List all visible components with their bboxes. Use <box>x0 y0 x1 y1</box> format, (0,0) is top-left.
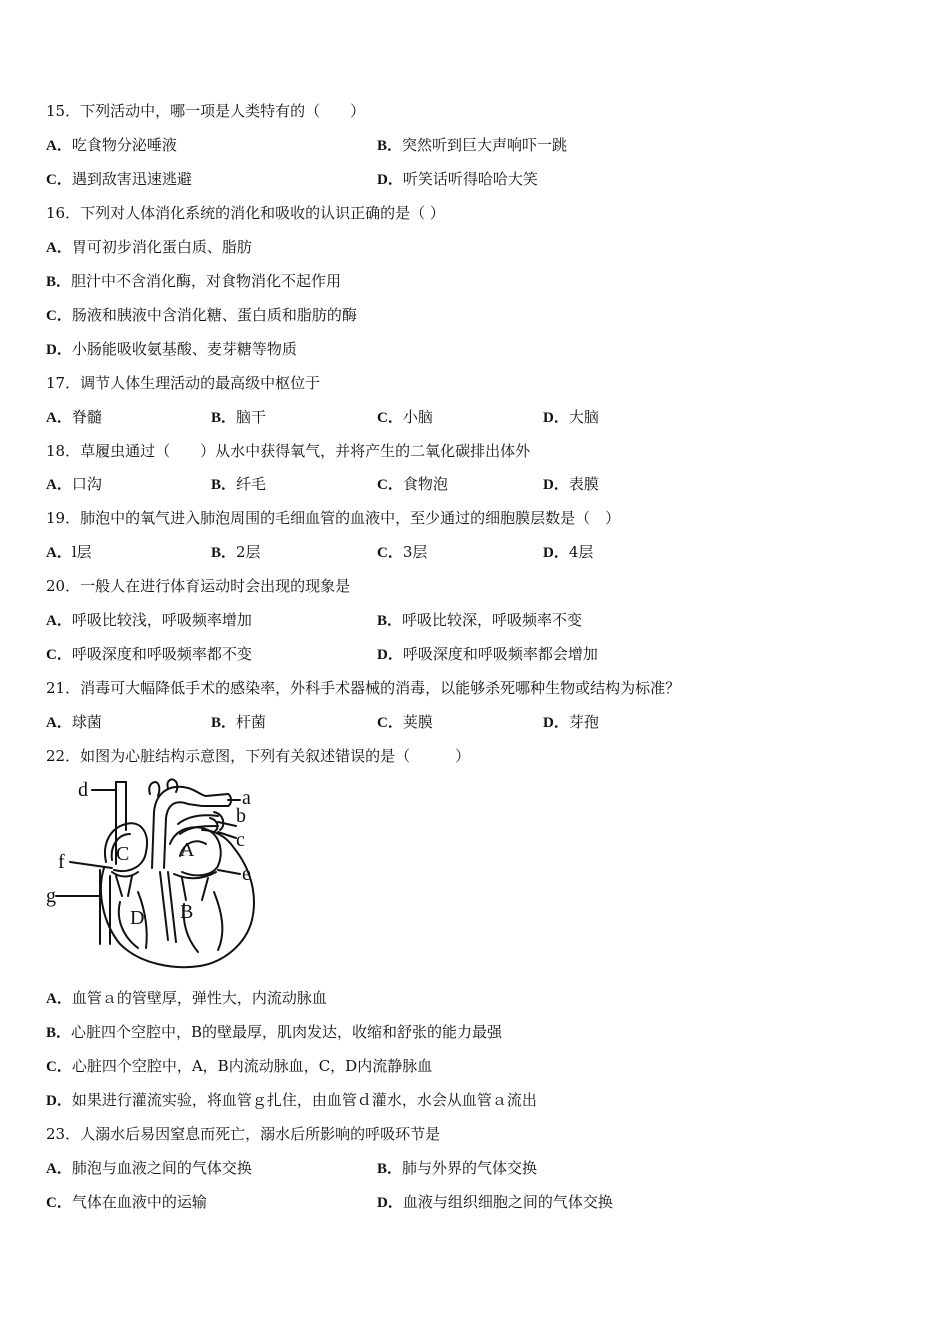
question-20-stem: 20．一般人在进行体育运动时会出现的现象是 <box>46 577 351 595</box>
q19-option-d: D．4层 <box>543 543 594 561</box>
question-16-stem: 16．下列对人体消化系统的消化和吸收的认识正确的是（ ） <box>46 204 445 222</box>
q20-option-b: B．呼吸比较深，呼吸频率不变 <box>377 611 583 629</box>
q18-option-b: B．纤毛 <box>211 475 267 493</box>
label-e: e <box>242 863 251 885</box>
q17-option-b: B．脑干 <box>211 408 267 426</box>
q16-option-a: A．胃可初步消化蛋白质、脂肪 <box>46 238 252 256</box>
q17-option-d: D．大脑 <box>543 408 599 426</box>
q20-option-d: D．呼吸深度和呼吸频率都会增加 <box>377 645 598 663</box>
q21-option-a: A．球菌 <box>46 713 102 731</box>
q20-option-a: A．呼吸比较浅，呼吸频率增加 <box>46 611 252 629</box>
q23-option-c: C．气体在血液中的运输 <box>46 1193 207 1211</box>
q15-option-b: B．突然听到巨大声响吓一跳 <box>377 136 568 154</box>
q20-option-c: C．呼吸深度和呼吸频率都不变 <box>46 645 252 663</box>
question-21-stem: 21．消毒可大幅降低手术的感染率，外科手术器械的消毒，以能够杀死哪种生物或结构为标准？ <box>46 679 681 697</box>
label-c: c <box>236 829 245 851</box>
q15-option-d: D．听笑话听得哈哈大笑 <box>377 170 538 188</box>
q18-option-d: D．表膜 <box>543 475 599 493</box>
q23-option-d: D．血液与组织细胞之间的气体交换 <box>377 1193 613 1211</box>
q23-option-a: A．肺泡与血液之间的气体交换 <box>46 1159 252 1177</box>
q18-option-c: C．食物泡 <box>377 475 448 493</box>
q22-option-b: B．心脏四个空腔中，B的壁最厚，肌肉发达，收缩和舒张的能力最强 <box>46 1023 503 1041</box>
q18-option-a: A．口沟 <box>46 475 102 493</box>
q21-option-d: D．芽孢 <box>543 713 599 731</box>
q19-option-b: B．2层 <box>211 543 261 561</box>
q19-option-a: A．l层 <box>46 543 92 561</box>
question-19-stem: 19．肺泡中的氧气进入肺泡周围的毛细血管的血液中，至少通过的细胞膜层数是（ ） <box>46 509 621 527</box>
chamber-a-label: A <box>180 839 195 861</box>
chamber-b-label: B <box>180 901 194 923</box>
q21-option-c: C．荚膜 <box>377 713 433 731</box>
q17-option-c: C．小脑 <box>377 408 433 426</box>
label-g: g <box>46 885 56 907</box>
q17-option-a: A．脊髓 <box>46 408 102 426</box>
q16-option-c: C．肠液和胰液中含消化糖、蛋白质和脂肪的酶 <box>46 306 357 324</box>
label-b: b <box>236 805 246 827</box>
q19-option-c: C．3层 <box>377 543 428 561</box>
q16-option-d: D．小肠能吸收氨基酸、麦芽糖等物质 <box>46 340 297 358</box>
q21-option-b: B．杆菌 <box>211 713 267 731</box>
question-23-stem: 23．人溺水后易因窒息而死亡，溺水后所影响的呼吸环节是 <box>46 1125 441 1143</box>
heart-structure-diagram <box>42 772 266 974</box>
label-d: d <box>78 779 88 801</box>
q15-option-c: C．遇到敌害迅速逃避 <box>46 170 192 188</box>
q22-option-d: D．如果进行灌流实验，将血管ｇ扎住，由血管ｄ灌水，水会从血管ａ流出 <box>46 1091 537 1109</box>
label-f: f <box>58 851 65 873</box>
chamber-c-label: C <box>116 843 130 865</box>
q15-option-a: A．吃食物分泌唾液 <box>46 136 177 154</box>
q23-option-b: B．肺与外界的气体交换 <box>377 1159 538 1177</box>
q22-option-a: A．血管ａ的管壁厚，弹性大，内流动脉血 <box>46 989 327 1007</box>
question-17-stem: 17．调节人体生理活动的最高级中枢位于 <box>46 374 321 392</box>
chamber-d-label: D <box>130 907 145 929</box>
label-a: a <box>242 787 251 809</box>
q16-option-b: B．胆汁中不含消化酶，对食物消化不起作用 <box>46 272 342 290</box>
q22-option-c: C．心脏四个空腔中，A，B内流动脉血，C，D内流静脉血 <box>46 1057 433 1075</box>
question-18-stem: 18．草履虫通过（ ）从水中获得氧气，并将产生的二氧化碳排出体外 <box>46 442 531 460</box>
question-15-stem: 15．下列活动中，哪一项是人类特有的（ ） <box>46 102 366 120</box>
question-22-stem: 22．如图为心脏结构示意图，下列有关叙述错误的是（ ） <box>46 747 471 765</box>
